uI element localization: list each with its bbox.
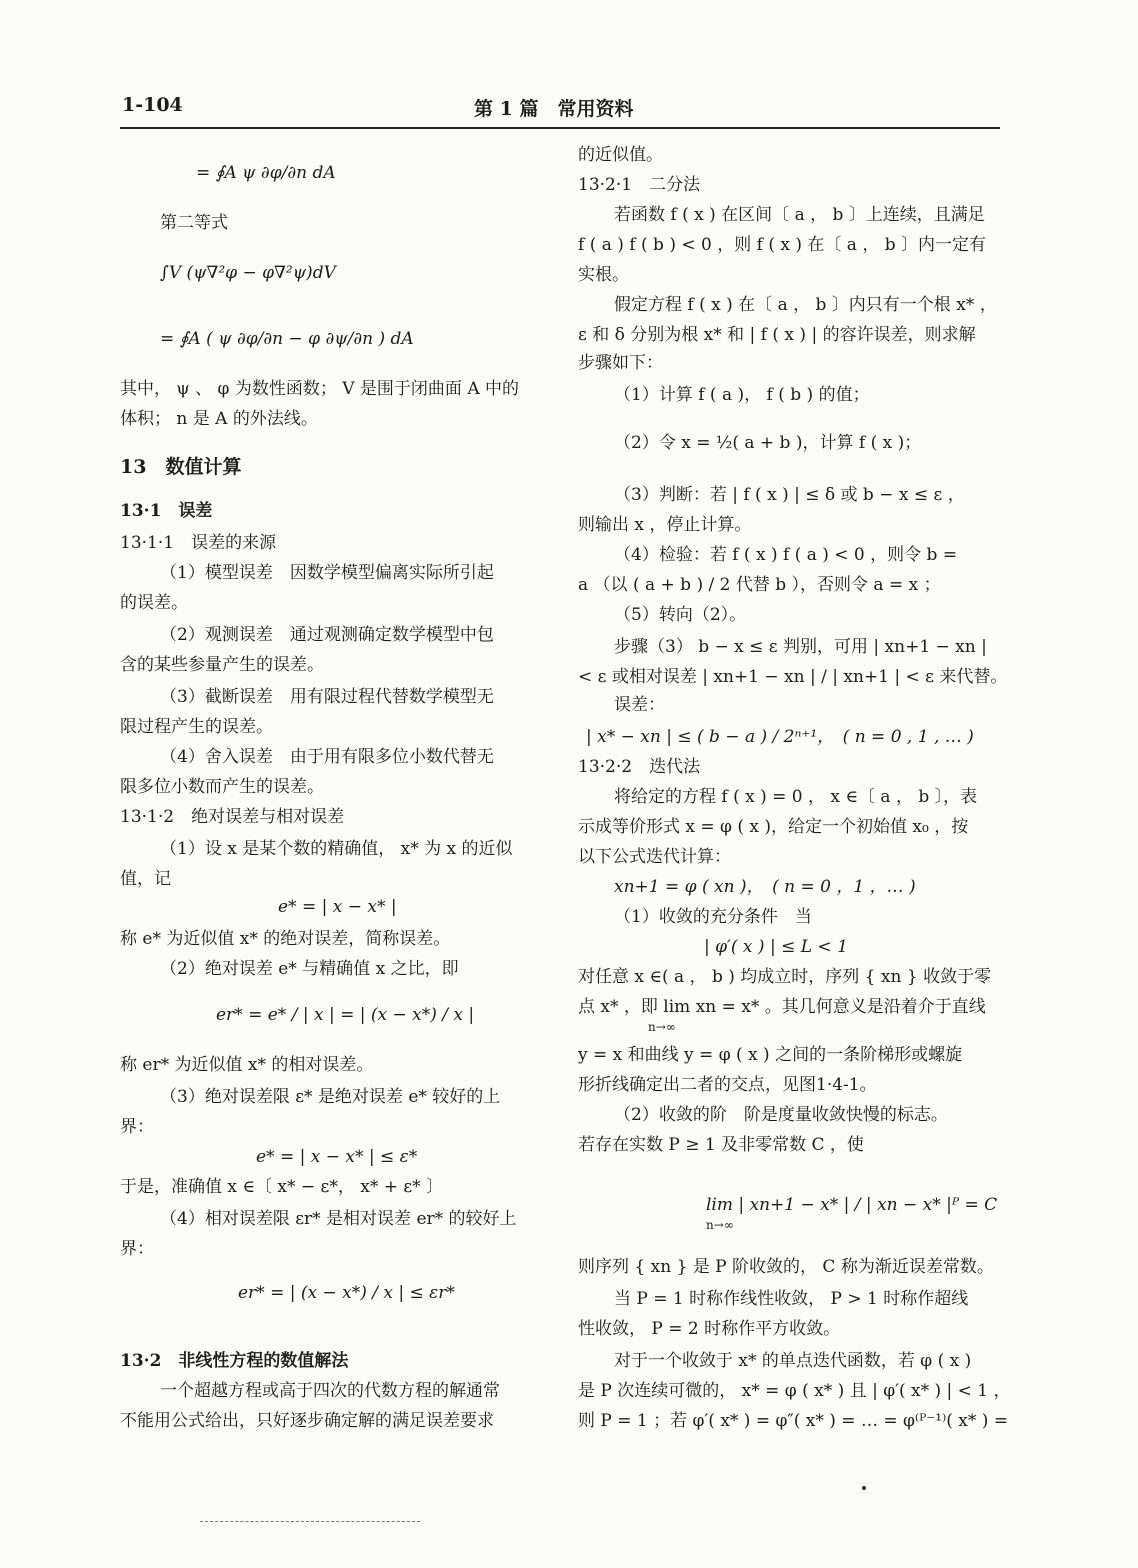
part-title: 第 1 篇 常用资料 [474,98,634,120]
text-line: 一个超越方程或高于四次的代数方程的解通常 [160,1381,500,1401]
formula-error-bound: e* = | x − x* | ≤ ε* [256,1147,418,1167]
text-line: y = x 和曲线 y = φ ( x ) 之间的一条阶梯形或螺旋 [578,1045,963,1065]
text-line: 将给定的方程 f ( x ) = 0 ， x ∈〔 a ， b 〕，表 [614,787,978,807]
text-line: 的近似值。 [578,145,663,165]
text-line: （2）观测误差 通过观测确定数学模型中包 [160,625,494,645]
step-5: （5）转向（2）。 [614,605,747,625]
subsubsection-heading-13-2-1: 13·2·1 二分法 [578,175,701,195]
step-2: （2）令 x = ½( a + b )，计算 f ( x )； [614,433,922,453]
formula-bisection-error: | x* − xn | ≤ ( b − a ) / 2ⁿ⁺¹， ( n = 0 , 1 , … ) [586,727,974,747]
text-line: 其中， ψ 、 φ 为数性函数； V 是围于闭曲面 A 中的 [120,379,520,399]
text-line: 则序列 { xn } 是 P 阶收敛的， C 称为渐近误差常数。 [578,1257,994,1277]
text-line: 对于一个收敛于 x* 的单点迭代函数，若 φ ( x ) [614,1351,972,1371]
formula-surface-integral-2: = ∮A ( ψ ∂φ/∂n − φ ∂ψ/∂n ) dA [160,329,414,349]
subsubsection-heading-13-2-2: 13·2·2 迭代法 [578,757,701,777]
text-line: 以下公式迭代计算： [578,847,731,867]
text-line: （4）舍入误差 由于用有限多位小数代替无 [160,747,494,767]
text-line: 是 P 次连续可微的， x* = φ ( x* ) 且 | φ′( x* ) | < 1 ， [578,1381,1011,1401]
text-line: 不能用公式给出，只好逐步确定解的满足误差要求 [120,1411,494,1431]
text-line: < ε 或相对误差 | xn+1 − xn | / | xn+1 | < ε 来代替。 [578,667,1008,687]
formula-volume-integral: ∫V (ψ∇²φ − φ∇²ψ)dV [160,263,336,283]
text-line: 于是，准确值 x ∈〔 x* − ε*， x* + ε* 〕 [120,1177,444,1197]
formula-iteration: xn+1 = φ ( xn )， ( n = 0 ，1 ，… ) [614,877,916,897]
text-line: 体积； n 是 A 的外法线。 [120,409,318,429]
text-line: 限多位小数而产生的误差。 [120,777,324,797]
text-line: 对任意 x ∈( a ， b ) 均成立时，序列 { xn } 收敛于零 [578,967,992,987]
step-3: （3）判断：若 | f ( x ) | ≤ δ 或 b − x ≤ ε ， [614,485,965,505]
limit-subscript: n→∞ [648,1020,676,1034]
text-line: （2）收敛的阶 阶是度量收敛快慢的标志。 [614,1105,948,1125]
step-1: （1）计算 f ( a )， f ( b ) 的值； [614,385,870,405]
text-line: ε 和 δ 分别为根 x* 和 | f ( x ) | 的容许误差，则求解 [578,325,976,345]
text-line: 则输出 x ，停止计算。 [578,515,752,535]
text-line: （4）相对误差限 εr* 是相对误差 er* 的较好上 [160,1209,517,1229]
text-line: 点 x* ，即 lim xn = x* 。其几何意义是沿着介于直线 [578,997,986,1017]
formula-convergence-condition: | φ′( x ) | ≤ L < 1 [704,937,848,957]
text-line: （1）设 x 是某个数的精确值， x* 为 x 的近似 [160,839,513,859]
text-line: 当 P = 1 时称作线性收敛， P > 1 时称作超线 [614,1289,969,1309]
text-line: 的误差。 [120,593,188,613]
text-line: （1）模型误差 因数学模型偏离实际所引起 [160,563,494,583]
text-line: 性收敛， P = 2 时称作平方收敛。 [578,1319,841,1339]
text-line: 实根。 [578,265,629,285]
step-4: （4）检验：若 f ( x ) f ( a ) < 0 ，则令 b = [614,545,958,565]
formula-relative-error-bound: er* = | (x − x*) / x | ≤ εr* [238,1283,455,1303]
formula-surface-integral: = ∮A ψ ∂φ/∂n dA [196,163,336,183]
subsection-heading-13-2: 13·2 非线性方程的数值解法 [120,1351,349,1371]
text-line: （2）绝对误差 e* 与精确值 x 之比，即 [160,959,459,979]
text-line: 界： [120,1239,154,1259]
formula-absolute-error: e* = | x − x* | [278,897,397,917]
text-line: （3）绝对误差限 ε* 是绝对误差 e* 较好的上 [160,1087,501,1107]
text-line: 称 e* 为近似值 x* 的绝对误差，简称误差。 [120,929,451,949]
scan-speck [862,1486,866,1490]
subsubsection-heading-13-1-1: 13·1·1 误差的来源 [120,533,277,553]
text-line: 则 P = 1 ；若 φ′( x* ) = φ″( x* ) = … = φ⁽ᴾ⁻¹⁾( x* ) = [578,1411,1009,1431]
subsubsection-heading-13-1-2: 13·1·2 绝对误差与相对误差 [120,807,345,827]
text-line: 若函数 f ( x ) 在区间〔 a ， b 〕上连续，且满足 [614,205,985,225]
text-line: 形折线确定出二者的交点，见图1·4-1。 [578,1075,877,1095]
text-line: （1）收敛的充分条件 当 [614,907,812,927]
limit-subscript: n→∞ [706,1218,734,1232]
text-line: 称 er* 为近似值 x* 的相对误差。 [120,1055,374,1075]
scan-dash [200,1521,420,1522]
text-line: 含的某些参量产生的误差。 [120,655,324,675]
text-line: 示成等价形式 x = φ ( x )，给定一个初始值 x₀ ，按 [578,817,969,837]
text-line: f ( a ) f ( b ) < 0 ，则 f ( x ) 在〔 a ， b 〕内一定有 [578,235,987,255]
text-line: a （以 ( a + b ) / 2 代替 b ），否则令 a = x ； [578,575,941,595]
text-line: 界： [120,1117,154,1137]
text-line: （3）截断误差 用有限过程代替数学模型无 [160,687,494,707]
text-line: 步骤如下： [578,353,663,373]
section-heading-13: 13 数值计算 [120,456,242,478]
text-line: 步骤（3） b − x ≤ ε 判别，可用 | xn+1 − xn | [614,637,987,657]
text-line: 假定方程 f ( x ) 在〔 a ， b 〕内只有一个根 x* ， [614,295,997,315]
header-rule [120,127,1000,129]
page-number: 1-104 [122,94,183,116]
subsection-heading-13-1: 13·1 误差 [120,501,213,521]
formula-relative-error: er* = e* / | x | = | (x − x*) / x | [216,1005,475,1025]
text-line: 误差： [614,695,665,715]
text-line: 值，记 [120,869,171,889]
text-line: 限过程产生的误差。 [120,717,273,737]
second-identity-label: 第二等式 [160,213,228,233]
text-line: 若存在实数 P ≥ 1 及非零常数 C ，使 [578,1135,864,1155]
formula-convergence-order: lim | xn+1 − x* | / | xn − x* |ᴾ = C [706,1195,998,1215]
